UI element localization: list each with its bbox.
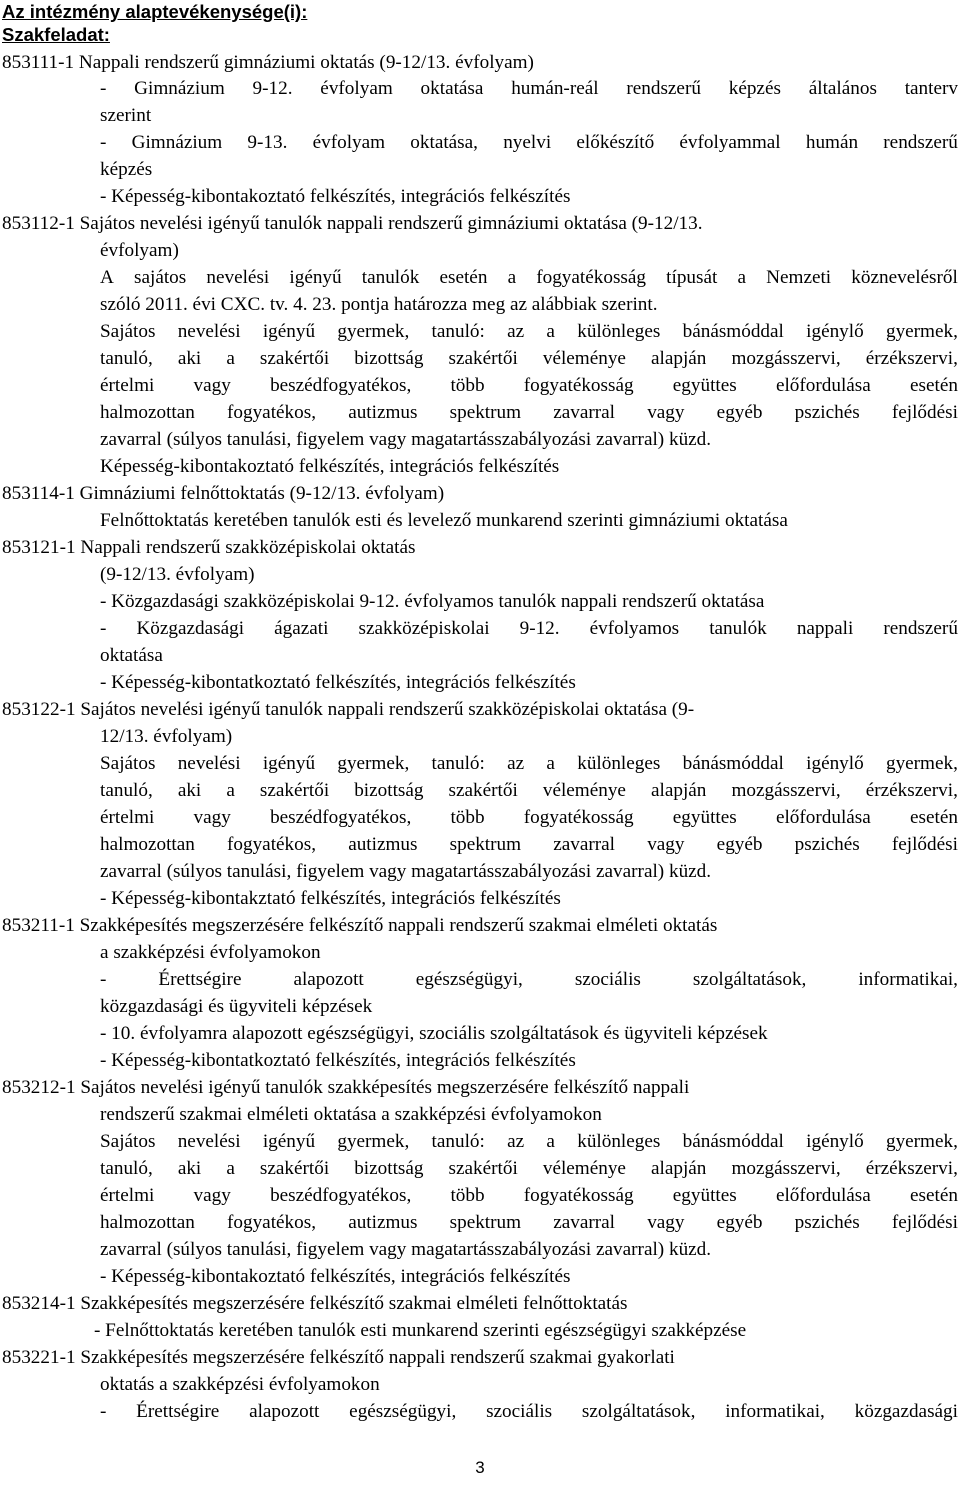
word: Gimnázium: [131, 132, 223, 153]
item-line: [100, 346, 958, 372]
item-line: zavarral (súlyos tanulási, figyelem vagy magatartásszabályozási zavarral) küzd.: [100, 861, 712, 882]
word: értelmi: [100, 1185, 155, 1206]
word: fogyatékosság: [536, 267, 647, 288]
word: előfordulása: [775, 807, 871, 828]
word: halmozottan: [100, 834, 195, 855]
word: 9-12.: [252, 78, 293, 99]
word: szolgáltatások,: [581, 1401, 696, 1422]
word: rendszerű: [883, 618, 958, 639]
word: esetén: [909, 375, 958, 396]
item-line: zavarral (súlyos tanulási, figyelem vagy magatartásszabályozási zavarral) küzd.: [100, 1239, 712, 1260]
item-line: Képesség-kibontakoztató felkészítés, integrációs felkészítés: [100, 456, 560, 477]
item-line: [100, 130, 958, 156]
word: tanuló,: [100, 780, 153, 801]
item-line: [100, 832, 958, 858]
word: köznevelésről: [851, 267, 958, 288]
word: autizmus: [348, 834, 418, 855]
word: vagy: [193, 375, 231, 396]
item-line: [100, 778, 958, 804]
item-line: [100, 76, 958, 102]
word: érzékszervi,: [865, 348, 958, 369]
word: szakértői: [259, 1158, 330, 1179]
word: bizottság: [354, 780, 424, 801]
word: igényű: [262, 1131, 316, 1152]
word: szociális: [486, 1401, 553, 1422]
word: a: [737, 267, 746, 288]
word: egyéb: [716, 834, 763, 855]
word: vagy: [193, 807, 231, 828]
word: Közgazdasági: [136, 618, 245, 639]
word: bánásmóddal: [682, 321, 784, 342]
word: gyermek,: [885, 1131, 958, 1152]
code-line: 853111-1 Nappali rendszerű gimnáziumi oktatás (9-12/13. évfolyam): [2, 52, 534, 73]
word: a: [226, 1158, 235, 1179]
item-line: zavarral (súlyos tanulási, figyelem vagy magatartásszabályozási zavarral) küzd.: [100, 429, 712, 450]
word: előfordulása: [775, 375, 871, 396]
word: esetén: [909, 1185, 958, 1206]
word: tanulók: [361, 267, 420, 288]
word: bizottság: [354, 1158, 424, 1179]
word: nevelési: [177, 753, 241, 774]
word: igényű: [262, 753, 316, 774]
word: bánásmóddal: [682, 1131, 784, 1152]
code-line: 853214-1 Szakképesítés megszerzésére felkészítő szakmai elméleti felnőttoktatás: [2, 1293, 628, 1314]
word: értelmi: [100, 807, 155, 828]
word: évfolyam: [312, 132, 386, 153]
word: fejlődési: [891, 402, 958, 423]
word: zavarral: [553, 1212, 616, 1233]
word: gyermek,: [337, 1131, 410, 1152]
word: aki: [177, 780, 202, 801]
word: gyermek,: [885, 321, 958, 342]
word: informatikai,: [858, 969, 958, 990]
word: a: [546, 1131, 555, 1152]
item-line: oktatása: [100, 645, 163, 666]
word: évfolyammal: [679, 132, 781, 153]
word: szolgáltatások,: [692, 969, 807, 990]
word: évfolyam: [320, 78, 393, 99]
word: autizmus: [348, 1212, 418, 1233]
item-line: - Képesség-kibontakoztató felkészítés, integrációs felkészítés: [100, 186, 571, 207]
item-line: közgazdasági és ügyviteli képzések: [100, 996, 373, 1017]
word: az: [507, 1131, 525, 1152]
word: nevelési: [206, 267, 270, 288]
word: alapján: [651, 780, 707, 801]
code-line: 853212-1 Sajátos nevelési igényű tanulók szakképesítés megszerzésére felkészítő nappali: [2, 1077, 690, 1098]
word: fogyatékos,: [227, 1212, 317, 1233]
word: mozgásszervi,: [731, 348, 841, 369]
item-line: 12/13. évfolyam): [100, 726, 233, 747]
word: esetén: [439, 267, 488, 288]
word: Sajátos: [100, 753, 156, 774]
word: aki: [177, 1158, 202, 1179]
item-line: [100, 1399, 958, 1425]
word: szakértői: [259, 780, 330, 801]
word: igényű: [289, 267, 342, 288]
word: véleménye: [542, 1158, 626, 1179]
word: típusát: [666, 267, 718, 288]
word: igénylő: [806, 321, 864, 342]
word: alapján: [651, 1158, 707, 1179]
word: fogyatékosság: [523, 807, 634, 828]
item-line: (9-12/13. évfolyam): [100, 564, 255, 585]
word: egészségügyi,: [415, 969, 523, 990]
word: fogyatékosság: [523, 1185, 634, 1206]
word: képzés: [728, 78, 781, 99]
word: különleges: [577, 1131, 661, 1152]
word: együttes: [672, 807, 737, 828]
item-line: szerint: [100, 105, 152, 126]
word: szakértői: [448, 348, 518, 369]
code-line: 853121-1 Nappali rendszerű szakközépiskolai oktatás: [2, 537, 416, 558]
word: oktatása: [420, 78, 484, 99]
word: Érettségire: [158, 969, 242, 990]
word: pszichés: [794, 834, 860, 855]
word: szakértői: [448, 780, 518, 801]
word: vagy: [647, 834, 685, 855]
word: mozgásszervi,: [731, 1158, 841, 1179]
word: általános: [808, 78, 877, 99]
item-line: [100, 1183, 958, 1209]
code-line: 853211-1 Szakképesítés megszerzésére felkészítő nappali rendszerű szakmai elméleti oktatás: [2, 915, 718, 936]
word: gyermek,: [885, 753, 958, 774]
word: a: [226, 780, 235, 801]
word: halmozottan: [100, 1212, 195, 1233]
word: nevelési: [177, 1131, 241, 1152]
item-line: [100, 1129, 958, 1155]
word: informatikai,: [725, 1401, 825, 1422]
word: érzékszervi,: [865, 780, 958, 801]
item-line: [100, 319, 958, 345]
word: több: [450, 807, 485, 828]
item-line: - Felnőttoktatás keretében tanulók esti munkarend szerinti egészségügyi szakképzése: [94, 1320, 747, 1341]
word: gyermek,: [337, 321, 410, 342]
code-line: 853114-1 Gimnáziumi felnőttoktatás (9-12/13. évfolyam): [2, 483, 445, 504]
item-line: a szakképzési évfolyamokon: [100, 942, 321, 963]
word: gyermek,: [337, 753, 410, 774]
word: Gimnázium: [134, 78, 225, 99]
word: tanuló,: [100, 1158, 153, 1179]
word: -: [100, 969, 107, 990]
word: évfolyamos: [589, 618, 680, 639]
word: Sajátos: [100, 1131, 156, 1152]
word: alapozott: [293, 969, 364, 990]
item-line: - Képesség-kibontakztató felkészítés, integrációs felkészítés: [100, 888, 561, 909]
item-line: - Közgazdasági szakközépiskolai 9-12. évfolyamos tanulók nappali rendszerű oktatása: [100, 591, 765, 612]
word: az: [507, 321, 525, 342]
word: 9-13.: [247, 132, 288, 153]
word: fejlődési: [891, 1212, 958, 1233]
word: véleménye: [542, 348, 626, 369]
word: autizmus: [348, 402, 418, 423]
word: több: [450, 1185, 485, 1206]
item-line: [100, 1210, 958, 1236]
word: tanuló,: [100, 348, 153, 369]
code-line: 853112-1 Sajátos nevelési igényű tanulók nappali rendszerű gimnáziumi oktatása (9-12/13.: [2, 213, 703, 234]
word: együttes: [672, 375, 737, 396]
word: igényű: [262, 321, 316, 342]
word: tanterv: [904, 78, 958, 99]
word: véleménye: [542, 780, 626, 801]
item-line: [100, 373, 958, 399]
word: rendszerű: [883, 132, 958, 153]
word: esetén: [909, 807, 958, 828]
page-number: 3: [475, 1458, 485, 1477]
word: vagy: [193, 1185, 231, 1206]
item-line: szóló 2011. évi CXC. tv. 4. 23. pontja határozza meg az alábbiak szerint.: [100, 294, 658, 315]
item-line: - Képesség-kibontakoztató felkészítés, integrációs felkészítés: [100, 1266, 571, 1287]
item-line: Felnőttoktatás keretében tanulók esti és levelező munkarend szerinti gimnáziumi oktatása: [100, 510, 788, 531]
code-line: 853122-1 Sajátos nevelési igényű tanulók nappali rendszerű szakközépiskolai oktatása (9-: [2, 699, 695, 720]
item-line: [100, 265, 958, 291]
word: -: [100, 78, 107, 99]
word: előkészítő: [576, 132, 655, 153]
item-line: - Képesség-kibontatkoztató felkészítés, integrációs felkészítés: [100, 672, 576, 693]
word: -: [100, 618, 107, 639]
word: különleges: [577, 321, 661, 342]
word: halmozottan: [100, 402, 195, 423]
word: zavarral: [553, 402, 616, 423]
word: spektrum: [449, 1212, 522, 1233]
word: -: [100, 1401, 107, 1422]
word: A: [100, 267, 114, 288]
word: spektrum: [449, 402, 522, 423]
word: alapján: [651, 348, 707, 369]
word: szakközépiskolai: [358, 618, 490, 639]
word: szakértői: [448, 1158, 518, 1179]
word: igénylő: [806, 753, 864, 774]
word: beszédfogyatékos,: [270, 807, 412, 828]
word: egészségügyi,: [349, 1401, 457, 1422]
word: vagy: [647, 1212, 685, 1233]
word: a: [226, 348, 235, 369]
word: a: [546, 321, 555, 342]
word: értelmi: [100, 375, 155, 396]
word: humán: [805, 132, 859, 153]
word: Sajátos: [100, 321, 156, 342]
item-line: [100, 1156, 958, 1182]
item-line: [100, 805, 958, 831]
word: több: [450, 375, 485, 396]
item-line: [100, 967, 958, 993]
word: előfordulása: [775, 1185, 871, 1206]
word: igénylő: [806, 1131, 864, 1152]
word: beszédfogyatékos,: [270, 1185, 412, 1206]
word: szakértői: [259, 348, 330, 369]
item-line: [100, 751, 958, 777]
word: különleges: [577, 753, 661, 774]
item-line: rendszerű szakmai elméleti oktatása a szakképzési évfolyamokon: [100, 1104, 602, 1125]
word: érzékszervi,: [865, 1158, 958, 1179]
word: egyéb: [716, 402, 763, 423]
word: nyelvi: [503, 132, 552, 153]
word: közgazdasági: [854, 1401, 958, 1422]
word: oktatása,: [410, 132, 478, 153]
item-line: [100, 400, 958, 426]
word: tanulók: [709, 618, 767, 639]
word: pszichés: [794, 402, 860, 423]
item-line: képzés: [100, 159, 153, 180]
word: humán-reál: [511, 78, 599, 99]
word: Nemzeti: [766, 267, 832, 288]
word: -: [100, 132, 107, 153]
word: tanuló:: [431, 753, 485, 774]
word: a: [546, 753, 555, 774]
word: 9-12.: [519, 618, 560, 639]
word: vagy: [647, 402, 685, 423]
word: nappali: [796, 618, 854, 639]
word: együttes: [672, 1185, 737, 1206]
word: mozgásszervi,: [731, 780, 841, 801]
word: aki: [177, 348, 202, 369]
word: rendszerű: [626, 78, 701, 99]
word: fogyatékosság: [523, 375, 634, 396]
section-title: Az intézmény alaptevékenysége(i):: [2, 1, 308, 22]
word: szociális: [574, 969, 641, 990]
word: zavarral: [553, 834, 616, 855]
word: beszédfogyatékos,: [270, 375, 412, 396]
word: ágazati: [274, 618, 329, 639]
item-line: - 10. évfolyamra alapozott egészségügyi, szociális szolgáltatások és ügyviteli képzések: [100, 1023, 768, 1044]
word: fogyatékos,: [227, 834, 317, 855]
word: alapozott: [249, 1401, 320, 1422]
word: fejlődési: [891, 834, 958, 855]
word: egyéb: [716, 1212, 763, 1233]
word: fogyatékos,: [227, 402, 317, 423]
item-line: [100, 616, 958, 642]
word: nevelési: [177, 321, 241, 342]
item-line: - Képesség-kibontatkoztató felkészítés, integrációs felkészítés: [100, 1050, 576, 1071]
item-line: oktatás a szakképzési évfolyamokon: [100, 1374, 380, 1395]
word: tanuló:: [431, 1131, 485, 1152]
item-line: évfolyam): [100, 240, 179, 261]
word: sajátos: [134, 267, 187, 288]
word: Érettségire: [136, 1401, 220, 1422]
code-line: 853221-1 Szakképesítés megszerzésére felkészítő nappali rendszerű szakmai gyakorlati: [2, 1347, 675, 1368]
word: bizottság: [354, 348, 424, 369]
word: az: [507, 753, 525, 774]
subsection-title: Szakfeladat:: [2, 24, 110, 45]
word: bánásmóddal: [682, 753, 784, 774]
word: a: [507, 267, 517, 288]
word: spektrum: [449, 834, 522, 855]
word: pszichés: [794, 1212, 860, 1233]
word: tanuló:: [431, 321, 485, 342]
